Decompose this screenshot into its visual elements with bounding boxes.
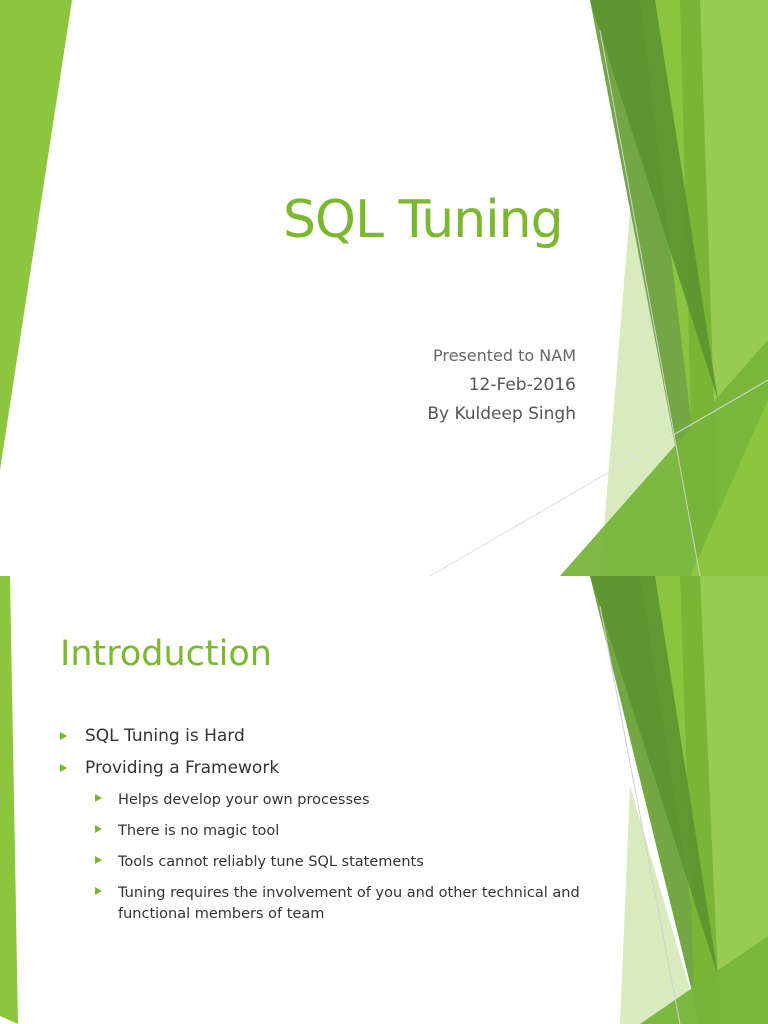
left-green-wedge	[0, 0, 72, 470]
presented-to: Presented to NAM	[433, 346, 576, 365]
author: By Kuldeep Singh	[427, 404, 576, 424]
list-item: Providing a Framework	[58, 758, 588, 778]
presentation-date: 12-Feb-2016	[468, 375, 576, 395]
arrow-bullet-icon	[60, 732, 67, 740]
arrow-bullet-icon	[95, 887, 102, 895]
slide-title: Introduction	[60, 634, 272, 674]
bullet-list	[58, 726, 588, 935]
arrow-bullet-icon	[95, 794, 102, 802]
arrow-bullet-icon	[95, 856, 102, 864]
sub-list-item: Tuning requires the involvement of you and other technical and functional members of team	[58, 883, 588, 925]
sub-list-item: Helps develop your own processes	[58, 790, 588, 811]
sub-list-item: Tools cannot reliably tune SQL statements	[58, 852, 588, 873]
arrow-bullet-icon	[60, 764, 67, 772]
list-item: SQL Tuning is Hard	[58, 726, 588, 746]
sub-list-item: There is no magic tool	[58, 821, 588, 842]
slide-title: SQL Tuning	[283, 190, 563, 250]
arrow-bullet-icon	[95, 825, 102, 833]
introduction-slide[interactable]	[0, 576, 768, 1024]
left-green-edge	[0, 576, 18, 1024]
